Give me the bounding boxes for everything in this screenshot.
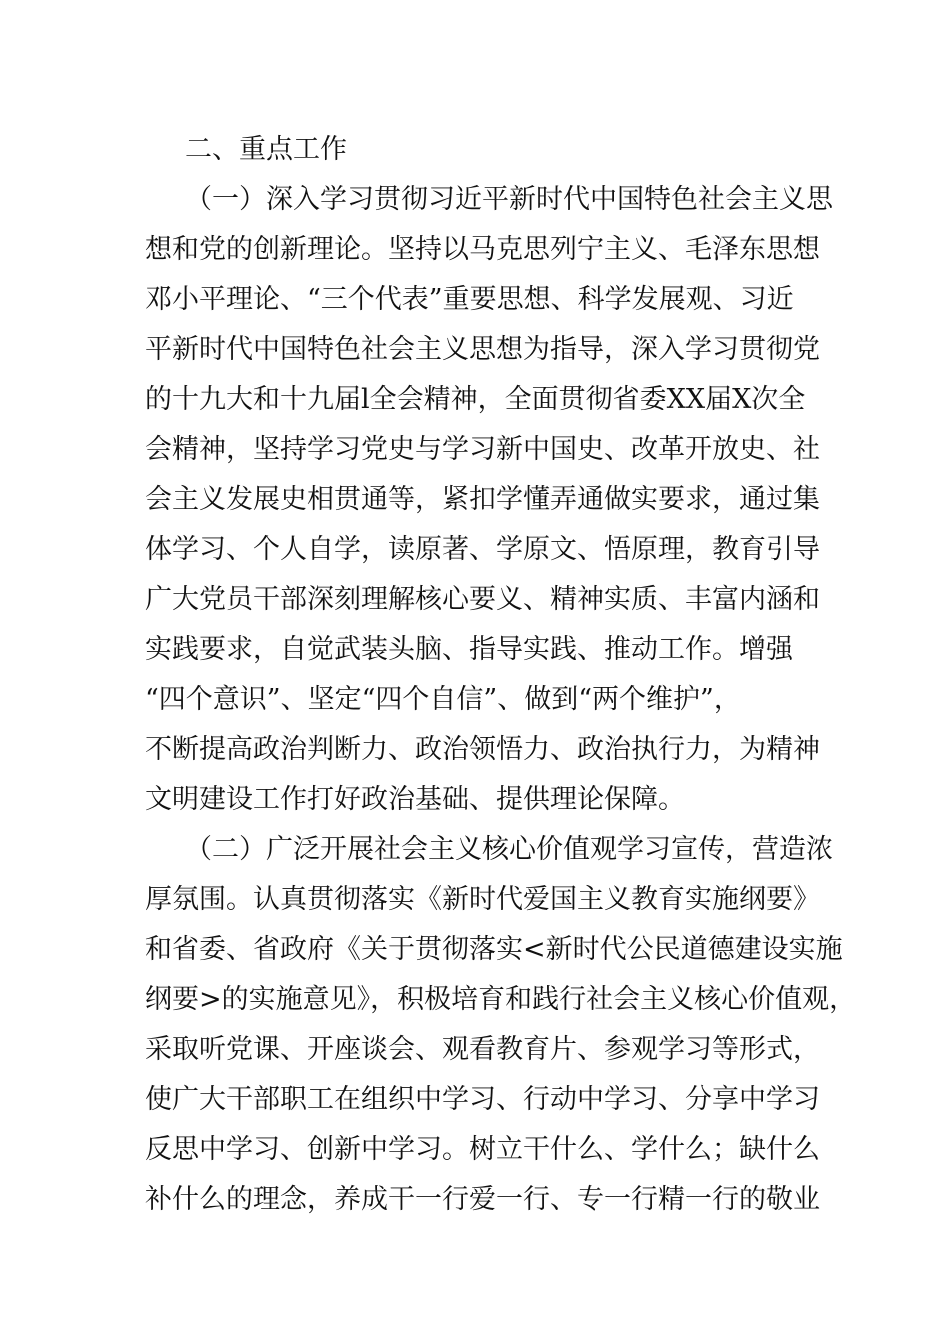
paragraph-1-line: 的十九大和十九届l全会精神，全面贯彻省委XX届X次全: [145, 384, 806, 415]
paragraph-2-line: 使广大干部职工在组织中学习、行动中学习、分享中学习: [145, 1084, 820, 1115]
paragraph-1-line: 文明建设工作打好政治基础、提供理论保障。: [145, 784, 685, 815]
paragraph-1-line: 邓小平理论、“三个代表”重要思想、科学发展观、习近: [145, 284, 794, 315]
paragraph-1-line: 想和党的创新理论。坚持以马克思列宁主义、毛泽东思想: [145, 234, 820, 265]
paragraph-2-line: 采取听党课、开座谈会、观看教育片、参观学习等形式，: [145, 1034, 820, 1065]
paragraph-2-line: 厚氛围。认真贯彻落实《新时代爱国主义教育实施纲要》: [145, 884, 820, 915]
paragraph-2-line: 和省委、省政府《关于贯彻落实<新时代公民道德建设实施: [145, 934, 843, 965]
paragraph-1-line: （一）深入学习贯彻习近平新时代中国特色社会主义思: [185, 184, 833, 215]
paragraph-1-line: 不断提高政治判断力、政治领悟力、政治执行力，为精神: [145, 734, 820, 765]
paragraph-2-line: 补什么的理念，养成干一行爱一行、专一行精一行的敬业: [145, 1184, 820, 1215]
paragraph-2-line: （二）广泛开展社会主义核心价值观学习宣传，营造浓: [185, 834, 833, 865]
paragraph-2-line: 纲要>的实施意见》，积极培育和践行社会主义核心价值观，: [145, 984, 857, 1015]
paragraph-1-line: 广大党员干部深刻理解核心要义、精神实质、丰富内涵和: [145, 584, 820, 615]
section-heading: 二、重点工作: [185, 134, 347, 165]
paragraph-1-line: “四个意识”、坚定“四个自信”、做到“两个维护”，: [145, 684, 741, 715]
paragraph-1-line: 会精神，坚持学习党史与学习新中国史、改革开放史、社: [145, 434, 820, 465]
paragraph-1-line: 实践要求，自觉武装头脑、指导实践、推动工作。增强: [145, 634, 793, 665]
paragraph-1-line: 体学习、个人自学，读原著、学原文、悟原理，教育引导: [145, 534, 820, 565]
paragraph-1-line: 平新时代中国特色社会主义思想为指导，深入学习贯彻党: [145, 334, 820, 365]
paragraph-2-line: 反思中学习、创新中学习。树立干什么、学什么；缺什么: [145, 1134, 820, 1165]
paragraph-1-line: 会主义发展史相贯通等，紧扣学懂弄通做实要求，通过集: [145, 484, 820, 515]
